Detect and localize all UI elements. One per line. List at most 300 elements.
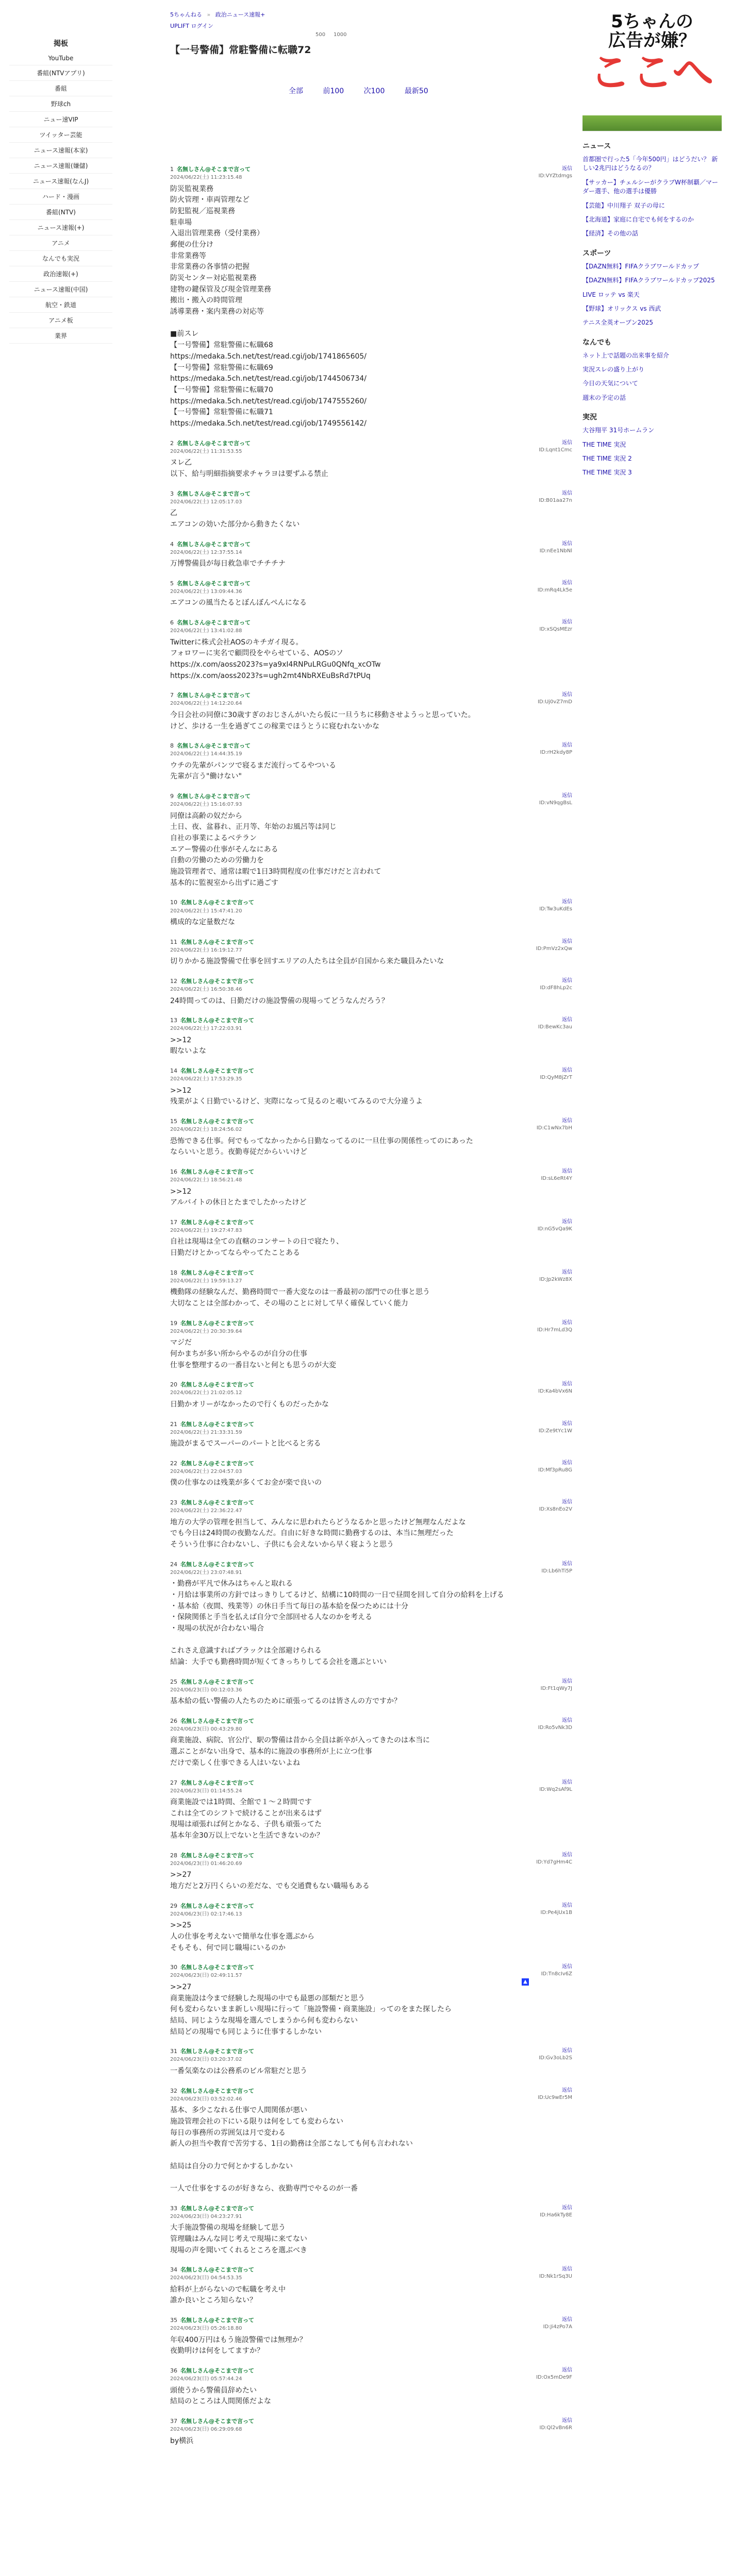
sidebar-item[interactable]: 番組(NTVアプリ) bbox=[9, 65, 112, 81]
post-id[interactable]: ID:Tn8cIv6Z bbox=[541, 1971, 572, 1977]
post-author: 名無しさん@そこまで言って bbox=[180, 1678, 254, 1685]
post-body: 基本、多少こなれる仕事で人間関係が悪い 施設管理会社の下にいる限りは何をしても変わらない 毎日の事務所の雰囲気は月で変わる 新人の担当や教育で苦労する、1日の勤務は全部こなしても何も言われない 結局は自分の力で何とかするしかない 一人で仕事をするのが好きなら、夜勤専門でやるのが一番 bbox=[170, 2106, 413, 2193]
sidebar-item[interactable]: アニメ板 bbox=[9, 313, 112, 328]
post-date: 2024/06/22(土) 14:44:35.19 bbox=[170, 751, 242, 757]
post-author: 名無しさん@そこまで言って bbox=[180, 1319, 254, 1327]
post-reply-link[interactable]: 返信 bbox=[562, 2418, 572, 2424]
post-author: 名無しさん@そこまで言って bbox=[180, 1852, 254, 1859]
post-header bbox=[170, 1016, 572, 1033]
ad-banner[interactable] bbox=[583, 5, 722, 131]
post-number[interactable]: 1 bbox=[170, 166, 174, 173]
post-id[interactable]: ID:Xs8nEo2V bbox=[539, 1506, 572, 1513]
pager-all[interactable]: 全部 bbox=[289, 87, 303, 95]
post-body: 恐怖できる仕事。何でもってなかったから日勤なってるのに一旦仕事の関係性ってのにあった ならいいと思う。夜勤専従だからいいけど bbox=[170, 1137, 473, 1157]
post-author: 名無しさん@そこまで言って bbox=[180, 2087, 254, 2094]
post-number[interactable]: 26 bbox=[170, 1717, 177, 1724]
post-date: 2024/06/22(土) 16:19:12.77 bbox=[170, 947, 242, 953]
post-date: 2024/06/22(土) 12:37:55.14 bbox=[170, 549, 242, 555]
post-number[interactable]: 23 bbox=[170, 1499, 177, 1506]
breadcrumb-board-link[interactable]: 政治ニュース速報+ bbox=[215, 11, 265, 18]
post-date: 2024/06/22(土) 15:16:07.93 bbox=[170, 802, 242, 808]
post-date: 2024/06/23(日) 05:57:44.24 bbox=[170, 2376, 242, 2382]
post-id[interactable]: ID:nEe1NbNl bbox=[539, 548, 572, 554]
post-reply-link[interactable]: 返信 bbox=[562, 938, 572, 944]
post-author: 名無しさん@そこまで言って bbox=[180, 1460, 254, 1467]
post-reply-link[interactable]: 返信 bbox=[562, 1678, 572, 1684]
post-date: 2024/06/22(土) 22:04:57.03 bbox=[170, 1468, 242, 1475]
post-id[interactable]: ID:Ft1qWy7J bbox=[540, 1685, 572, 1691]
post-reply-link[interactable]: 返信 bbox=[562, 1319, 572, 1326]
post-number[interactable]: 32 bbox=[170, 2087, 177, 2094]
sidebar-item[interactable]: ツイッター芸能 bbox=[9, 127, 112, 143]
post-reply-link[interactable]: 返信 bbox=[562, 1168, 572, 1174]
post-body: 基本給の低い警備の人たちのために頑張ってるのは皆さんの方ですか？ bbox=[170, 1697, 401, 1706]
live-item[interactable]: THE TIME 実況 2 bbox=[583, 455, 632, 463]
post-id[interactable]: ID:Ro5vNk3D bbox=[538, 1724, 572, 1731]
post-author: 名無しさん@そこまで言って bbox=[177, 166, 251, 173]
post-date: 2024/06/23(日) 04:54:53.35 bbox=[170, 2275, 242, 2281]
post-author: 名無しさん@そこまで言って bbox=[177, 580, 251, 587]
post-author: 名無しさん@そこまで言って bbox=[180, 938, 254, 945]
pager-prev100[interactable]: 前100 bbox=[323, 87, 344, 95]
post bbox=[170, 2204, 572, 2257]
post-body: 切りかかる施設警備で仕事を回すエリアの人たちは全員が自国から来た職員みたいな bbox=[170, 957, 444, 966]
post bbox=[170, 439, 572, 480]
post-id[interactable]: ID:Ql2vBn6R bbox=[539, 2425, 572, 2431]
post-id[interactable]: ID:Jp2kWz8X bbox=[539, 1276, 572, 1282]
post-date: 2024/06/22(土) 21:02:05.12 bbox=[170, 1390, 242, 1396]
breadcrumb-separator: » bbox=[207, 11, 211, 18]
thread-meta-label: 1000 bbox=[334, 32, 347, 38]
post-id[interactable]: ID:sL6eRt4Y bbox=[541, 1175, 572, 1181]
sidebar-item[interactable]: なんでも実況 bbox=[9, 251, 112, 266]
post-id[interactable]: ID:Ji4zPo7A bbox=[543, 2324, 572, 2330]
post-reply-link[interactable]: 返信 bbox=[562, 793, 572, 799]
ad-text-line1: 5ちゃんの 広告が嫌？ bbox=[608, 11, 696, 52]
sidebar-item[interactable]: 番組(NTV) bbox=[9, 205, 112, 220]
post-number[interactable]: 22 bbox=[170, 1460, 177, 1467]
post-reply-link[interactable]: 返信 bbox=[562, 1420, 572, 1427]
post-reply-link[interactable]: 返信 bbox=[562, 1218, 572, 1225]
post-reply-link[interactable]: 返信 bbox=[562, 166, 572, 172]
pager-next100[interactable]: 次100 bbox=[363, 87, 385, 95]
post-reply-link[interactable]: 返信 bbox=[562, 1499, 572, 1505]
post-date: 2024/06/22(土) 16:50:38.46 bbox=[170, 987, 242, 992]
post bbox=[170, 2047, 572, 2077]
post-body: 頭使うから警備員辞めたい 結局のところは人間関係だよな bbox=[170, 2386, 271, 2406]
post-reply-link[interactable]: 返信 bbox=[562, 1460, 572, 1466]
sports-section bbox=[583, 248, 722, 328]
post-author: 名無しさん@そこまで言って bbox=[180, 1067, 254, 1075]
post-body: 万博警備員が毎日救急車でチチチナ bbox=[170, 560, 286, 568]
post-date: 2024/06/22(土) 14:12:20.64 bbox=[170, 701, 242, 707]
post-reply-link[interactable]: 返信 bbox=[562, 1269, 572, 1275]
post-id[interactable]: ID:dF8hLp2c bbox=[540, 985, 572, 991]
post-date: 2024/06/22(土) 23:07:48.91 bbox=[170, 1569, 242, 1575]
post-date: 2024/06/22(土) 12:05:17.03 bbox=[170, 499, 242, 505]
post-date: 2024/06/22(土) 18:56:21.48 bbox=[170, 1177, 242, 1183]
right-column bbox=[583, 5, 722, 483]
post-header bbox=[170, 1066, 572, 1083]
post-author: 名無しさん@そこまで言って bbox=[180, 1420, 254, 1428]
post-date: 2024/06/22(土) 13:09:44.36 bbox=[170, 588, 242, 595]
post-reply-link[interactable]: 返信 bbox=[562, 1902, 572, 1908]
post-body: 自社は現場は全ての直轄のコンサートの日で寝たり、 日勤だけとかってならやってたことある bbox=[170, 1238, 343, 1258]
post-number[interactable]: 7 bbox=[170, 692, 174, 699]
post-header bbox=[170, 691, 572, 708]
post-id[interactable]: ID:xSQsMEzr bbox=[539, 626, 572, 632]
post-id[interactable]: ID:Pe4jUx1B bbox=[540, 1909, 572, 1916]
post-author: 名無しさん@そこまで言って bbox=[180, 1779, 254, 1786]
post-id[interactable]: ID:B01aa27n bbox=[539, 497, 572, 503]
sidebar-item[interactable]: 野球ch bbox=[9, 96, 112, 112]
breadcrumb bbox=[170, 10, 347, 38]
post-header bbox=[170, 1319, 572, 1336]
post-author: 名無しさん@そこまで言って bbox=[180, 2367, 254, 2375]
post-id[interactable]: ID:Uc9wEr5M bbox=[538, 2094, 572, 2100]
post-date: 2024/06/23(日) 02:17:46.13 bbox=[170, 1911, 242, 1917]
post-header bbox=[170, 165, 572, 182]
post-number[interactable]: 35 bbox=[170, 2317, 177, 2324]
sidebar-item[interactable]: アニメ bbox=[9, 235, 112, 251]
pager-latest50[interactable]: 最新50 bbox=[404, 87, 428, 95]
post-id[interactable]: ID:Lb6hTi5P bbox=[541, 1568, 572, 1574]
post-number[interactable]: 34 bbox=[170, 2266, 177, 2274]
breadcrumb-site-link[interactable]: 5ちゃんねる bbox=[170, 11, 202, 18]
post-date: 2024/06/23(日) 03:52:02.46 bbox=[170, 2096, 242, 2102]
post-date: 2024/06/23(日) 05:26:18.80 bbox=[170, 2326, 242, 2332]
post-number[interactable]: 31 bbox=[170, 2048, 177, 2055]
post bbox=[170, 1498, 572, 1551]
post bbox=[170, 2087, 572, 2195]
post-number[interactable]: 33 bbox=[170, 2205, 177, 2212]
post-body: >>12 残業がよく日勤でいるけど、実際になって見るのと覗いてみるので大分違うよ bbox=[170, 1086, 423, 1106]
post bbox=[170, 1902, 572, 1954]
post-id[interactable]: ID:VYZtdmgs bbox=[538, 173, 572, 179]
live-section bbox=[583, 412, 722, 478]
post-header bbox=[170, 1717, 572, 1734]
post-number[interactable]: 15 bbox=[170, 1118, 177, 1125]
post-header bbox=[170, 2087, 572, 2104]
sidebar-item[interactable]: ニュース速報(+) bbox=[9, 220, 112, 235]
sidebar-item[interactable]: 航空・鉄道 bbox=[9, 297, 112, 313]
post-id[interactable]: ID:PmVz2xQw bbox=[536, 945, 572, 952]
post-header bbox=[170, 1117, 572, 1134]
post-id[interactable]: ID:rH2kdy8P bbox=[540, 750, 572, 756]
post-header bbox=[170, 2204, 572, 2221]
post-reply-link[interactable]: 返信 bbox=[562, 1381, 572, 1387]
post-reply-link[interactable]: 返信 bbox=[562, 2367, 572, 2374]
post-body: 防災監視業務 防火管理・車両管理など 防犯監視／巡視業務 駐車場 入退出管理業務（受付業務） 郵便の仕分け 非常業務等 非常業務の各事情の把握 防災センター対応監視業務 建物の鍵保管及び現金管理業務 搬出・搬入の時間管理 誘導業務・案内業務の対応等 ■前スレ 【一号警備】常駐警備に転職68 https://medaka.5ch.net/test/read.cgi/job/1741865605/ 【一号警備】常駐警備に転職69 https://medaka.5ch.net/test/read.cgi/job/1744506734/ 【一号警備】常駐警備に転職70 https://medaka.5ch.net/test/read.cgi/job/1747555260/ 【一号警備】常駐警備に転職71 https://medaka.5ch.net/test/read.cgi/job/1749556142/ bbox=[170, 184, 367, 428]
post-number[interactable]: 12 bbox=[170, 977, 177, 985]
ad-grass-decoration bbox=[583, 115, 722, 131]
login-link[interactable]: UPLIFT ログイン bbox=[170, 23, 213, 29]
post-list bbox=[170, 165, 572, 2456]
news-section bbox=[583, 141, 722, 239]
post-header bbox=[170, 579, 572, 596]
news-item[interactable]: 【北海道】家庭に自宅でも何をするのか bbox=[583, 215, 694, 223]
post-number[interactable]: 21 bbox=[170, 1420, 177, 1428]
post-date: 2024/06/22(土) 22:36:22.47 bbox=[170, 1508, 242, 1514]
post-id[interactable]: ID:Tw3uKdEs bbox=[539, 906, 572, 912]
sidebar-item[interactable]: ニュース速報(中国) bbox=[9, 282, 112, 297]
post-date: 2024/06/22(土) 18:24:56.02 bbox=[170, 1127, 242, 1133]
post-date: 2024/06/22(土) 19:27:47.83 bbox=[170, 1227, 242, 1233]
post-header bbox=[170, 2047, 572, 2064]
post-reply-link[interactable]: 返信 bbox=[562, 1561, 572, 1567]
post-author: 名無しさん@そこまで言って bbox=[177, 793, 251, 800]
post bbox=[170, 1016, 572, 1057]
post bbox=[170, 1420, 572, 1450]
post bbox=[170, 1851, 572, 1892]
post-reply-link[interactable]: 返信 bbox=[562, 1779, 572, 1785]
post-id[interactable]: ID:nG5vQa9K bbox=[537, 1226, 572, 1232]
post-number[interactable]: 11 bbox=[170, 938, 177, 945]
post-author: 名無しさん@そこまで言って bbox=[180, 2048, 254, 2055]
post-author: 名無しさん@そこまで言って bbox=[180, 1168, 254, 1175]
thread-meta bbox=[315, 32, 419, 38]
sports-item[interactable]: テニス全英オープン2025 bbox=[583, 319, 653, 327]
post-header bbox=[170, 1459, 572, 1476]
post-id[interactable]: ID:Mf3pRu8G bbox=[538, 1467, 572, 1473]
post-author: 名無しさん@そこまで言って bbox=[180, 2418, 254, 2425]
post bbox=[170, 2265, 572, 2307]
post-number[interactable]: 18 bbox=[170, 1269, 177, 1276]
post-number[interactable]: 16 bbox=[170, 1168, 177, 1175]
sidebar-item[interactable]: 業界 bbox=[9, 328, 112, 344]
post-number[interactable]: 20 bbox=[170, 1381, 177, 1388]
post-body: by横浜 bbox=[170, 2436, 194, 2445]
post-header bbox=[170, 1963, 572, 1980]
post-number[interactable]: 4 bbox=[170, 540, 174, 548]
post-reply-link[interactable]: 返信 bbox=[562, 1118, 572, 1124]
post-author: 名無しさん@そこまで言って bbox=[180, 1269, 254, 1276]
post-number[interactable]: 27 bbox=[170, 1779, 177, 1786]
post-number[interactable]: 13 bbox=[170, 1017, 177, 1024]
post-header bbox=[170, 1851, 572, 1868]
post-reply-link[interactable]: 返信 bbox=[562, 977, 572, 984]
post-author: 名無しさん@そこまで言って bbox=[180, 1118, 254, 1125]
post-id[interactable]: ID:Wq2sAf9L bbox=[539, 1786, 572, 1792]
post bbox=[170, 1218, 572, 1259]
sidebar-item[interactable]: 政治速報(+) bbox=[9, 266, 112, 282]
post-id[interactable]: ID:QyM8jZrT bbox=[540, 1075, 572, 1081]
post-author: 名無しさん@そこまで言って bbox=[180, 1717, 254, 1724]
post-number[interactable]: 3 bbox=[170, 490, 174, 497]
post-id[interactable]: ID:BewKc3au bbox=[538, 1024, 572, 1030]
post-number[interactable]: 6 bbox=[170, 619, 174, 626]
sidebar-item[interactable]: YouTube bbox=[9, 52, 112, 65]
post-number[interactable]: 24 bbox=[170, 1561, 177, 1568]
sports-list bbox=[583, 262, 722, 328]
post-body: 機動隊の経験なんだ、勤務時間で一番大変なのは一番最初の部門での仕事と思う 大切なことは全部わかって、その場のことに対して早く確保していく能力 bbox=[170, 1288, 430, 1308]
sidebar-item[interactable]: ニュース速報(嫌儲) bbox=[9, 158, 112, 174]
post-author: 名無しさん@そこまで言って bbox=[177, 439, 251, 447]
post-reply-link[interactable]: 返信 bbox=[562, 692, 572, 698]
post-date: 2024/06/22(土) 11:23:15.48 bbox=[170, 175, 242, 181]
post-number[interactable]: 36 bbox=[170, 2367, 177, 2375]
post-id[interactable]: ID:Lqnt1Cmc bbox=[539, 447, 572, 453]
post-reply-link[interactable]: 返信 bbox=[562, 619, 572, 625]
misc-item[interactable]: 週末の予定の話 bbox=[583, 394, 626, 401]
post-number[interactable]: 8 bbox=[170, 742, 174, 750]
news-item[interactable]: 【芸能】中川翔子 双子の母に bbox=[583, 201, 665, 209]
news-item[interactable]: 首都圏で行った5「今年500円」はどうだい？ 新しい2兆円はどうなるの？ bbox=[583, 156, 718, 172]
post-reply-link[interactable]: 返信 bbox=[562, 1964, 572, 1970]
sidebar bbox=[9, 38, 112, 344]
post-header bbox=[170, 618, 572, 635]
live-item[interactable]: THE TIME 実況 3 bbox=[583, 469, 632, 477]
post-body: 商業施設、病院、官公庁、駅の警備は昔から全員は新卒が入ってきたのは本当に 選ぶことがない出身で、基本的に施設の事務所が上に立つ仕事 だけで楽しく仕事できる人はいないよね bbox=[170, 1736, 430, 1767]
post-number[interactable]: 2 bbox=[170, 439, 174, 447]
sports-item[interactable]: LIVE ロッテ vs 楽天 bbox=[583, 291, 640, 298]
sports-item[interactable]: 【DAZN無料】FIFAクラブワールドカップ bbox=[583, 262, 700, 270]
post-author: 名無しさん@そこまで言って bbox=[177, 490, 251, 497]
misc-item[interactable]: 今日の天気について bbox=[583, 380, 638, 387]
post-number[interactable]: 25 bbox=[170, 1678, 177, 1685]
post-number[interactable]: 19 bbox=[170, 1319, 177, 1327]
post-header bbox=[170, 2265, 572, 2282]
post-reply-link[interactable]: 返信 bbox=[562, 439, 572, 446]
post-date: 2024/06/22(土) 20:30:39.64 bbox=[170, 1328, 242, 1334]
post bbox=[170, 792, 572, 889]
post-reply-link[interactable]: 返信 bbox=[562, 490, 572, 496]
post-date: 2024/06/23(日) 04:23:27.91 bbox=[170, 2213, 242, 2219]
post-number[interactable]: 5 bbox=[170, 580, 174, 587]
thread-count: 500 bbox=[315, 32, 326, 38]
post-id[interactable]: ID:Uj0vZ7mD bbox=[537, 699, 572, 705]
post-number[interactable]: 29 bbox=[170, 1902, 177, 1909]
post-body: ヌレ乙 以下、給与明細指摘要求チャラヨは要ずふる禁止 bbox=[170, 459, 328, 478]
post-reply-link[interactable]: 返信 bbox=[562, 899, 572, 905]
post-header bbox=[170, 792, 572, 809]
post-id[interactable]: ID:Ze9tYc1W bbox=[538, 1428, 572, 1434]
sports-item[interactable]: 【野球】オリックス vs 西武 bbox=[583, 304, 661, 312]
post-id[interactable]: ID:Nk1rSq3U bbox=[539, 2274, 572, 2280]
post-reply-link[interactable]: 返信 bbox=[562, 2087, 572, 2093]
post-body: Twitterに株式会社AOSのキチガイ現る。 フォロワーに実名で顧問役をやらせている、AOSのソ https://x.com/aoss2023?s=ya9xI4RNPuLRGu0QNfq_xcOTw https://x.com/aoss2023?s=ugh2mt4NbRXEuBsRd7tPUq bbox=[170, 638, 381, 680]
post-body: 施設がまるでスーパーのパートと比べると劣る bbox=[170, 1439, 321, 1448]
post-date: 2024/06/23(日) 01:14:55.24 bbox=[170, 1788, 242, 1794]
post-id[interactable]: ID:Ka4bVx6N bbox=[538, 1388, 572, 1395]
post bbox=[170, 540, 572, 570]
post-number[interactable]: 10 bbox=[170, 899, 177, 906]
misc-item[interactable]: 実況スレの盛り上がり bbox=[583, 366, 645, 374]
post-date: 2024/06/22(土) 17:53:29.35 bbox=[170, 1076, 242, 1082]
sports-heading: スポーツ bbox=[583, 249, 611, 258]
sidebar-items bbox=[9, 52, 112, 344]
post-id[interactable]: ID:vN9qgBsL bbox=[539, 800, 572, 806]
post-body: 一番気楽なのは公務系のビル常駐だと思う bbox=[170, 2066, 307, 2075]
misc-item[interactable]: ネット上で話題の出来事を紹介 bbox=[583, 351, 670, 359]
post-id[interactable]: ID:Yd7gHm4C bbox=[536, 1859, 572, 1865]
post-reply-link[interactable]: 返信 bbox=[562, 2317, 572, 2323]
post-body: 僕の仕事なのは残業が多くてお金が楽で良いの bbox=[170, 1479, 322, 1487]
post-header bbox=[170, 1268, 572, 1285]
post-id[interactable]: ID:mRq4Lk5e bbox=[537, 587, 572, 593]
post-date: 2024/06/23(日) 06:29:09.68 bbox=[170, 2427, 242, 2433]
post-author: 名無しさん@そこまで言って bbox=[180, 2317, 254, 2324]
live-item[interactable]: THE TIME 実況 bbox=[583, 440, 626, 448]
post-body: 地方の大学の管理を担当して、みんなに思われたらどうなるかと思ったけど無理なんだよな でも今日は24時間の夜勤なんだ。自由に好きな時間に勤務するのは、本当に無理だった そういう仕事に合わないし、子供にも会えないから早く寝ようと思う bbox=[170, 1518, 466, 1549]
post-author: 名無しさん@そこまで言って bbox=[180, 1218, 254, 1226]
sports-item[interactable]: 【DAZN無料】FIFAクラブワールドカップ2025 bbox=[583, 277, 715, 284]
post-body: >>27 地方だと2万円くらいの差だな、でも交通費もない職場もある bbox=[170, 1871, 370, 1891]
post-reply-link[interactable]: 返信 bbox=[562, 2048, 572, 2054]
sidebar-item[interactable]: ニュース速報(なんJ) bbox=[9, 174, 112, 189]
post-id[interactable]: ID:Ox5mDe9F bbox=[536, 2375, 572, 2381]
post bbox=[170, 1117, 572, 1158]
post-header bbox=[170, 977, 572, 994]
post-reply-link[interactable]: 返信 bbox=[562, 1017, 572, 1023]
post-reply-link[interactable]: 返信 bbox=[562, 2205, 572, 2211]
post-date: 2024/06/23(日) 02:49:11.57 bbox=[170, 1973, 242, 1979]
sidebar-item[interactable]: ハード・漫画 bbox=[9, 189, 112, 205]
post-reply-link[interactable]: 返信 bbox=[562, 2266, 572, 2273]
post bbox=[170, 938, 572, 968]
post bbox=[170, 2316, 572, 2357]
news-item[interactable]: 【サッカー】チェルシーがクラブW杯制覇／マーダー選手、他の選手は優勝 bbox=[583, 178, 718, 195]
post-reply-link[interactable]: 返信 bbox=[562, 1852, 572, 1858]
post-header bbox=[170, 898, 572, 915]
post-number[interactable]: 28 bbox=[170, 1852, 177, 1859]
post-number[interactable]: 14 bbox=[170, 1067, 177, 1075]
post-body: 給料が上がらないので転職を考え中 誰か良いところ知らない？ bbox=[170, 2285, 286, 2305]
pager bbox=[289, 86, 446, 96]
post-number[interactable]: 9 bbox=[170, 793, 174, 800]
post bbox=[170, 1963, 572, 2038]
misc-list bbox=[583, 351, 722, 403]
post-reply-link[interactable]: 返信 bbox=[562, 580, 572, 586]
post-body: 同僚は高齢の奴だから 土日、夜、盆暮れ、正月等、年始のお風呂等は同じ 自社の事業によるベテラン エアー警備の仕事がそんなにある 自動の労働のための労働力を 施設管理者で、通常は暇で1日3時間程度の仕事だけだと言われて 基本的に監視室から出ずに過ごす bbox=[170, 811, 381, 887]
post-reply-link[interactable]: 返信 bbox=[562, 540, 572, 547]
post bbox=[170, 165, 572, 430]
ad-text-line2: ここへ bbox=[589, 48, 715, 96]
news-item[interactable]: 【経済】その他の話 bbox=[583, 230, 639, 238]
post-body: エアコンの風当たるとぼんぼんぺんになる bbox=[170, 599, 307, 607]
sidebar-item[interactable]: ニュース速報(本家) bbox=[9, 143, 112, 158]
post-number[interactable]: 17 bbox=[170, 1218, 177, 1226]
post-reply-link[interactable]: 返信 bbox=[562, 1067, 572, 1074]
post-header bbox=[170, 540, 572, 557]
scroll-top-button[interactable]: ▲ bbox=[522, 1978, 529, 1986]
live-item[interactable]: 大谷翔平 31号ホームラン bbox=[583, 427, 655, 434]
post bbox=[170, 1380, 572, 1410]
post-reply-link[interactable]: 返信 bbox=[562, 742, 572, 749]
live-heading: 実況 bbox=[583, 413, 597, 422]
post-author: 名無しさん@そこまで言って bbox=[180, 1561, 254, 1568]
sidebar-item[interactable]: ニュー速VIP bbox=[9, 112, 112, 127]
post-reply-link[interactable]: 返信 bbox=[562, 1717, 572, 1723]
post-author: 名無しさん@そこまで言って bbox=[177, 540, 251, 548]
post-number[interactable]: 30 bbox=[170, 1964, 177, 1971]
post-date: 2024/06/22(土) 19:59:13.27 bbox=[170, 1278, 242, 1284]
post-author: 名無しさん@そこまで言って bbox=[180, 977, 254, 985]
post-date: 2024/06/23(日) 00:12:03.36 bbox=[170, 1687, 242, 1693]
post-id[interactable]: ID:Ha6kTy8E bbox=[540, 2212, 572, 2218]
post-id[interactable]: ID:Hr7mLd3Q bbox=[537, 1327, 572, 1333]
post-header bbox=[170, 938, 572, 955]
post-body: >>27 商業施設は今まで経験した現場の中でも最悪の部類だと思う 何も変わらないまま新しい現場に行って「施設警備・商業施設」ってのをまた探したら 結局、同じような現場を選んでしまうから何も変わらない 結局どの現場でも同じように仕事するしかない bbox=[170, 1982, 452, 2036]
post-author: 名無しさん@そこまで言って bbox=[180, 2205, 254, 2212]
post bbox=[170, 691, 572, 732]
post-id[interactable]: ID:Gv3oLb2S bbox=[539, 2055, 572, 2061]
sidebar-item[interactable]: 番組 bbox=[9, 81, 112, 96]
post-id[interactable]: ID:C1wNx7bH bbox=[536, 1125, 572, 1131]
misc-heading: なんでも bbox=[583, 338, 611, 347]
post-body: 乙 エアコンの効いた部分から動きたくない bbox=[170, 509, 300, 529]
post-number[interactable]: 37 bbox=[170, 2418, 177, 2425]
